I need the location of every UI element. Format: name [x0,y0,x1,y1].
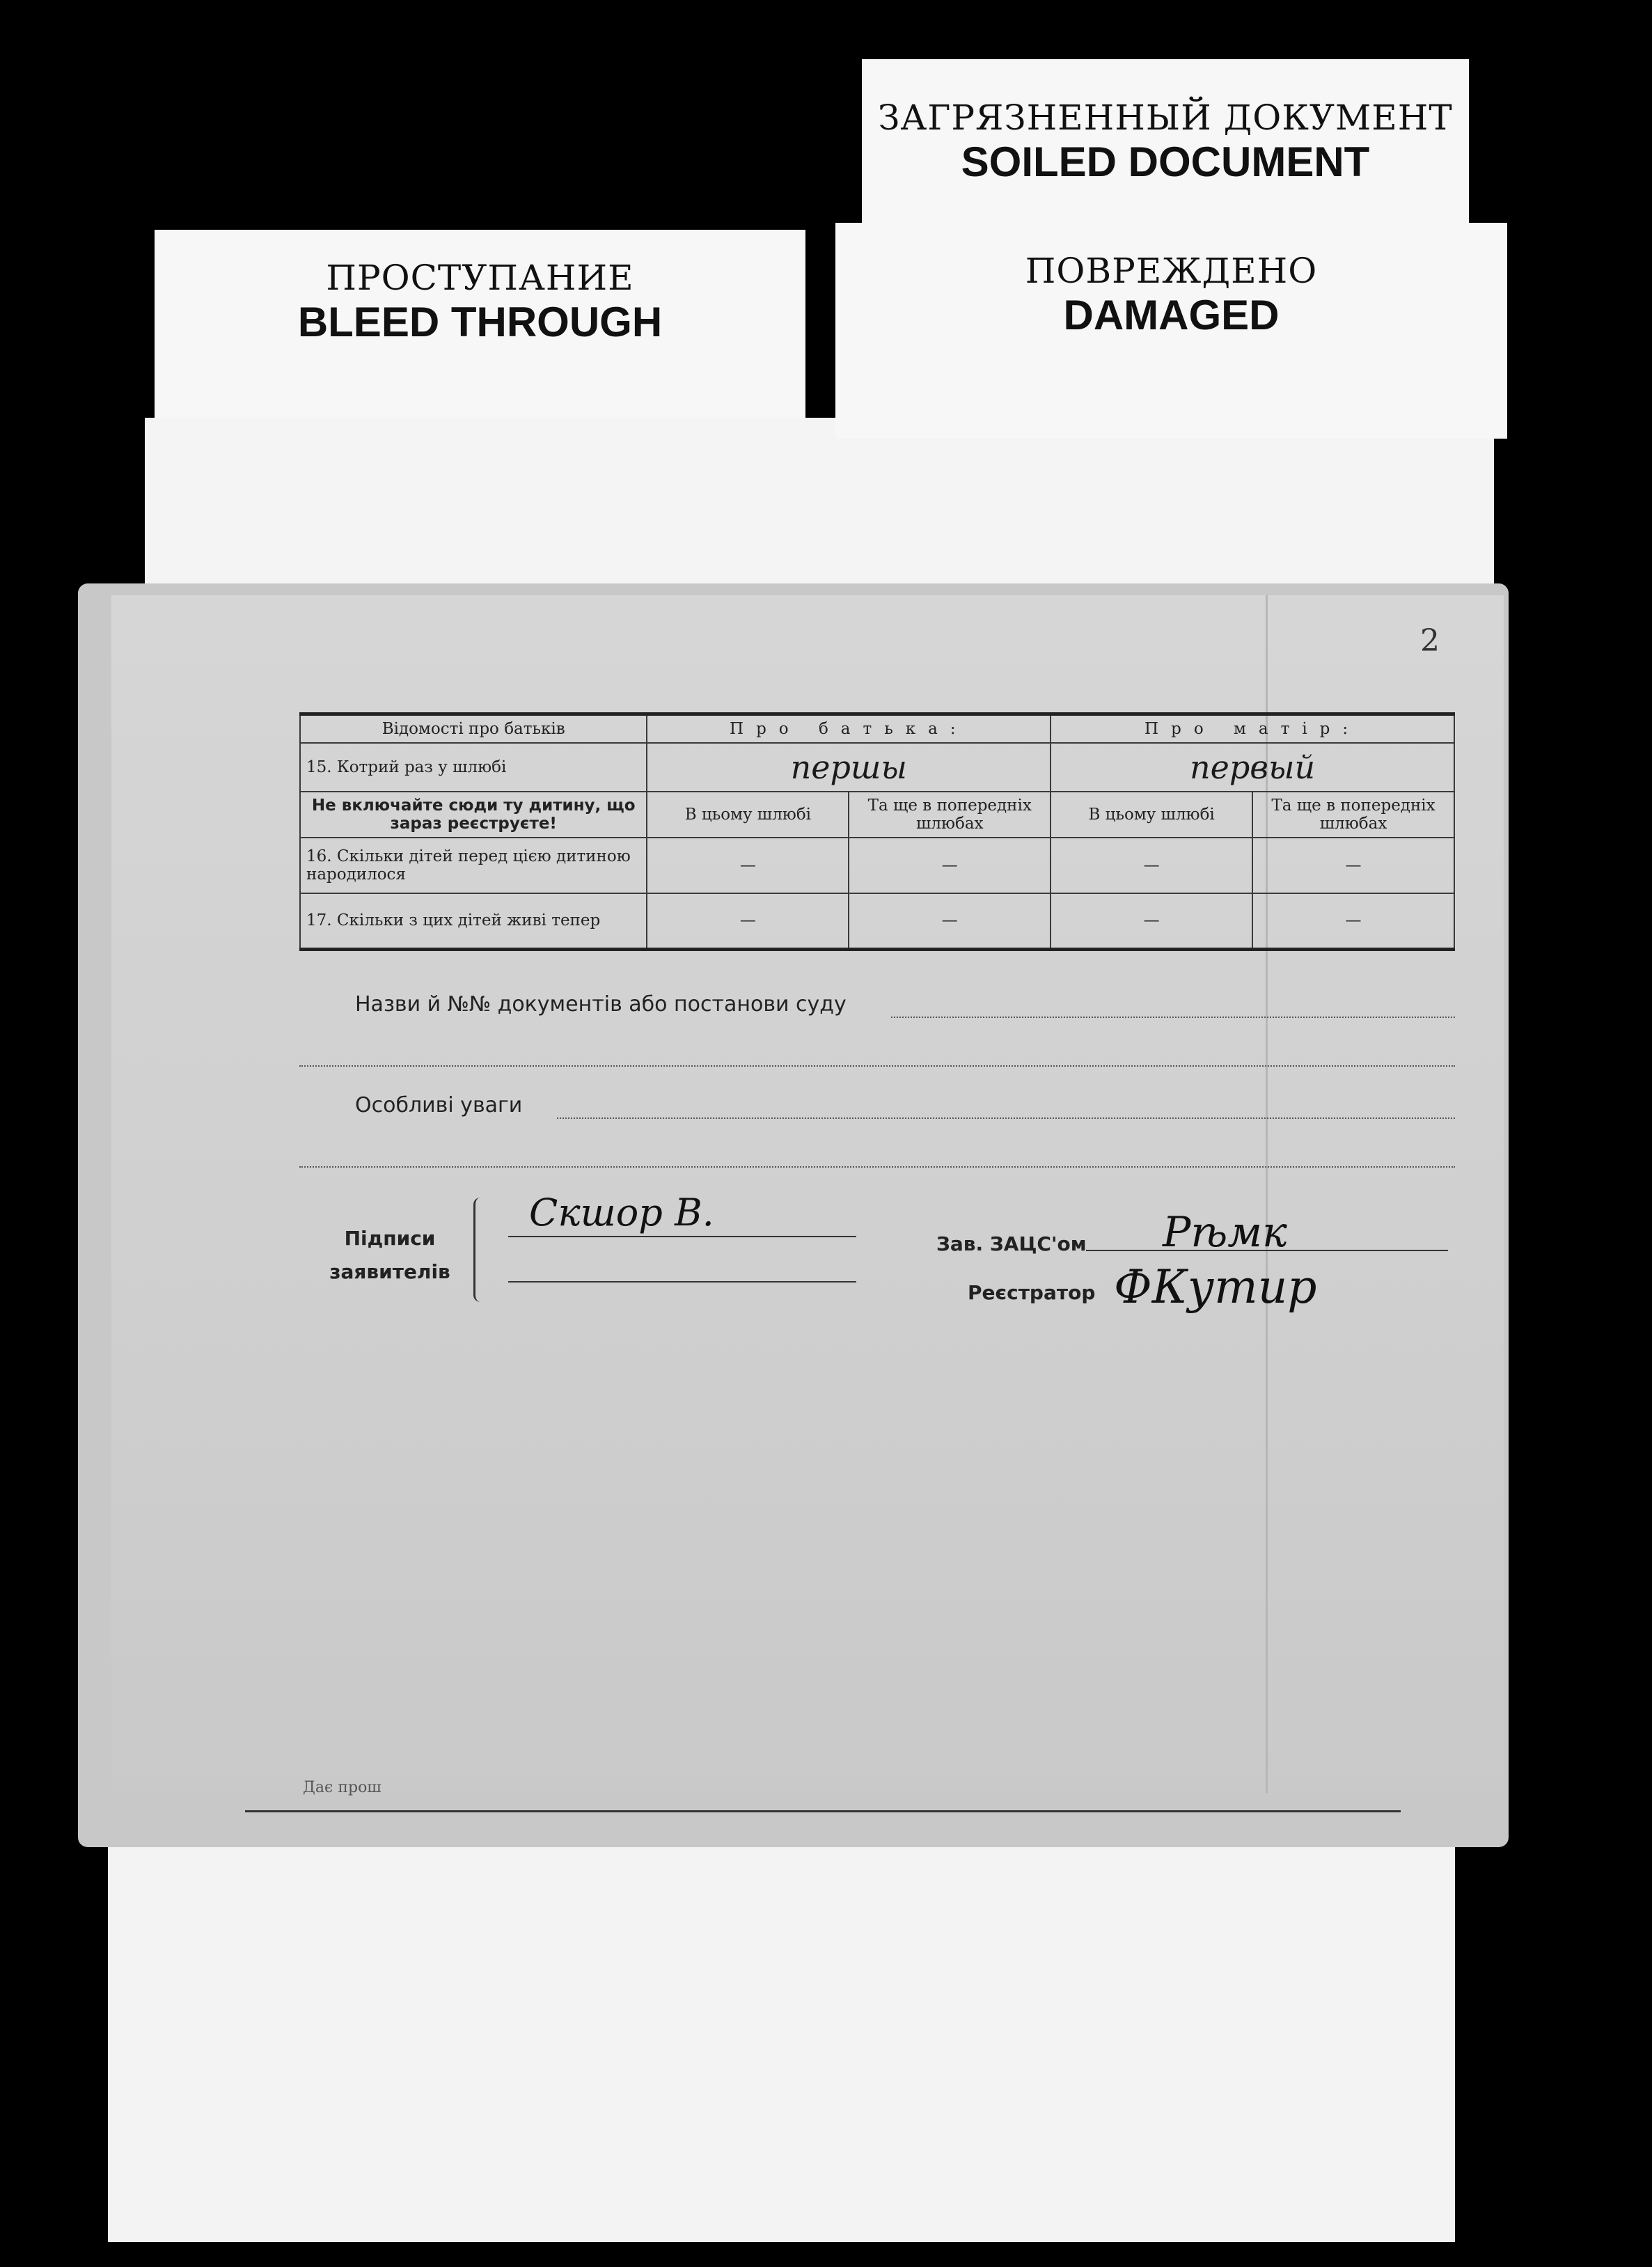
soiled-ru: ЗАГРЯЗНЕННЫЙ ДОКУМЕНТ [878,97,1453,138]
bleed-through-en: BLEED THROUGH [297,299,663,345]
father-this-marriage: В цьому шлюбі [647,792,849,838]
table-header-mother: Про матір: [1051,714,1454,744]
row15-father-value: першы [790,748,907,786]
head-registry-label: Зав. ЗАЦС'ом [936,1232,1087,1255]
bottom-rule [245,1810,1401,1812]
parents-info-table [299,712,1455,951]
footer-fragment: Дає прош [303,1779,381,1796]
applicant-signature: Скшор В. [529,1191,714,1234]
signature-brace [473,1198,485,1302]
documents-line [891,1017,1455,1018]
damaged-ru: ПОВРЕЖДЕНО [1025,251,1318,291]
row15-label: 15. Котрий раз у шлюбі [300,743,647,792]
table-header-col1: Відомості про батьків [300,714,647,744]
remarks-label: Особливі уваги [355,1093,523,1117]
record-page [111,595,1504,1796]
row16-cell: — [849,838,1051,893]
row17-cell: — [1252,893,1454,949]
row16-cell: — [1252,838,1454,893]
row15-mother-value: первый [1190,748,1316,786]
bottom-blank-sheet [108,1810,1455,2242]
row17-cell: — [849,893,1051,949]
row17-cell: — [1051,893,1252,949]
mother-this-marriage: В цьому шлюбі [1051,792,1252,838]
documents-label: Назви й №№ документів або постанови суду [355,992,847,1017]
row16-label: 16. Скільки дітей перед цією дитиною народилося [300,838,647,893]
applicant-signature-line-2 [508,1281,856,1282]
registrar-label: Реєстратор [968,1281,1096,1304]
documents-line-2 [299,1065,1455,1067]
remarks-line [557,1117,1455,1119]
row16-cell: — [1051,838,1252,893]
bleed-through-card [155,230,805,439]
row17-label: 17. Скільки з цих дітей живі тепер [300,893,647,949]
blank-sheet [145,418,1494,606]
damaged-en: DAMAGED [1063,292,1280,338]
soiled-en: SOILED DOCUMENT [961,139,1370,185]
table-header-father: Про батька: [647,714,1051,744]
mother-previous-marriages: Та ще в попередніх шлюбах [1252,792,1454,838]
remarks-line-2 [299,1166,1455,1168]
applicant-signature-line [508,1236,856,1237]
registrar-signature: ФКутир [1114,1260,1317,1314]
damaged-card [835,223,1507,439]
father-previous-marriages: Та ще в попередніх шлюбах [849,792,1051,838]
soiled-document-card [862,59,1469,251]
row16-cell: — [647,838,849,893]
applicants-signatures-label: Підписи заявителів [329,1227,450,1283]
bleed-through-ru: ПРОСТУПАНИЕ [326,258,634,298]
head-signature: Рѣмк [1163,1208,1287,1257]
page-number: 2 [1420,623,1440,659]
exclude-child-note: Не включайте сюди ту дитину, що зараз реєструєте! [300,792,647,838]
row17-cell: — [647,893,849,949]
